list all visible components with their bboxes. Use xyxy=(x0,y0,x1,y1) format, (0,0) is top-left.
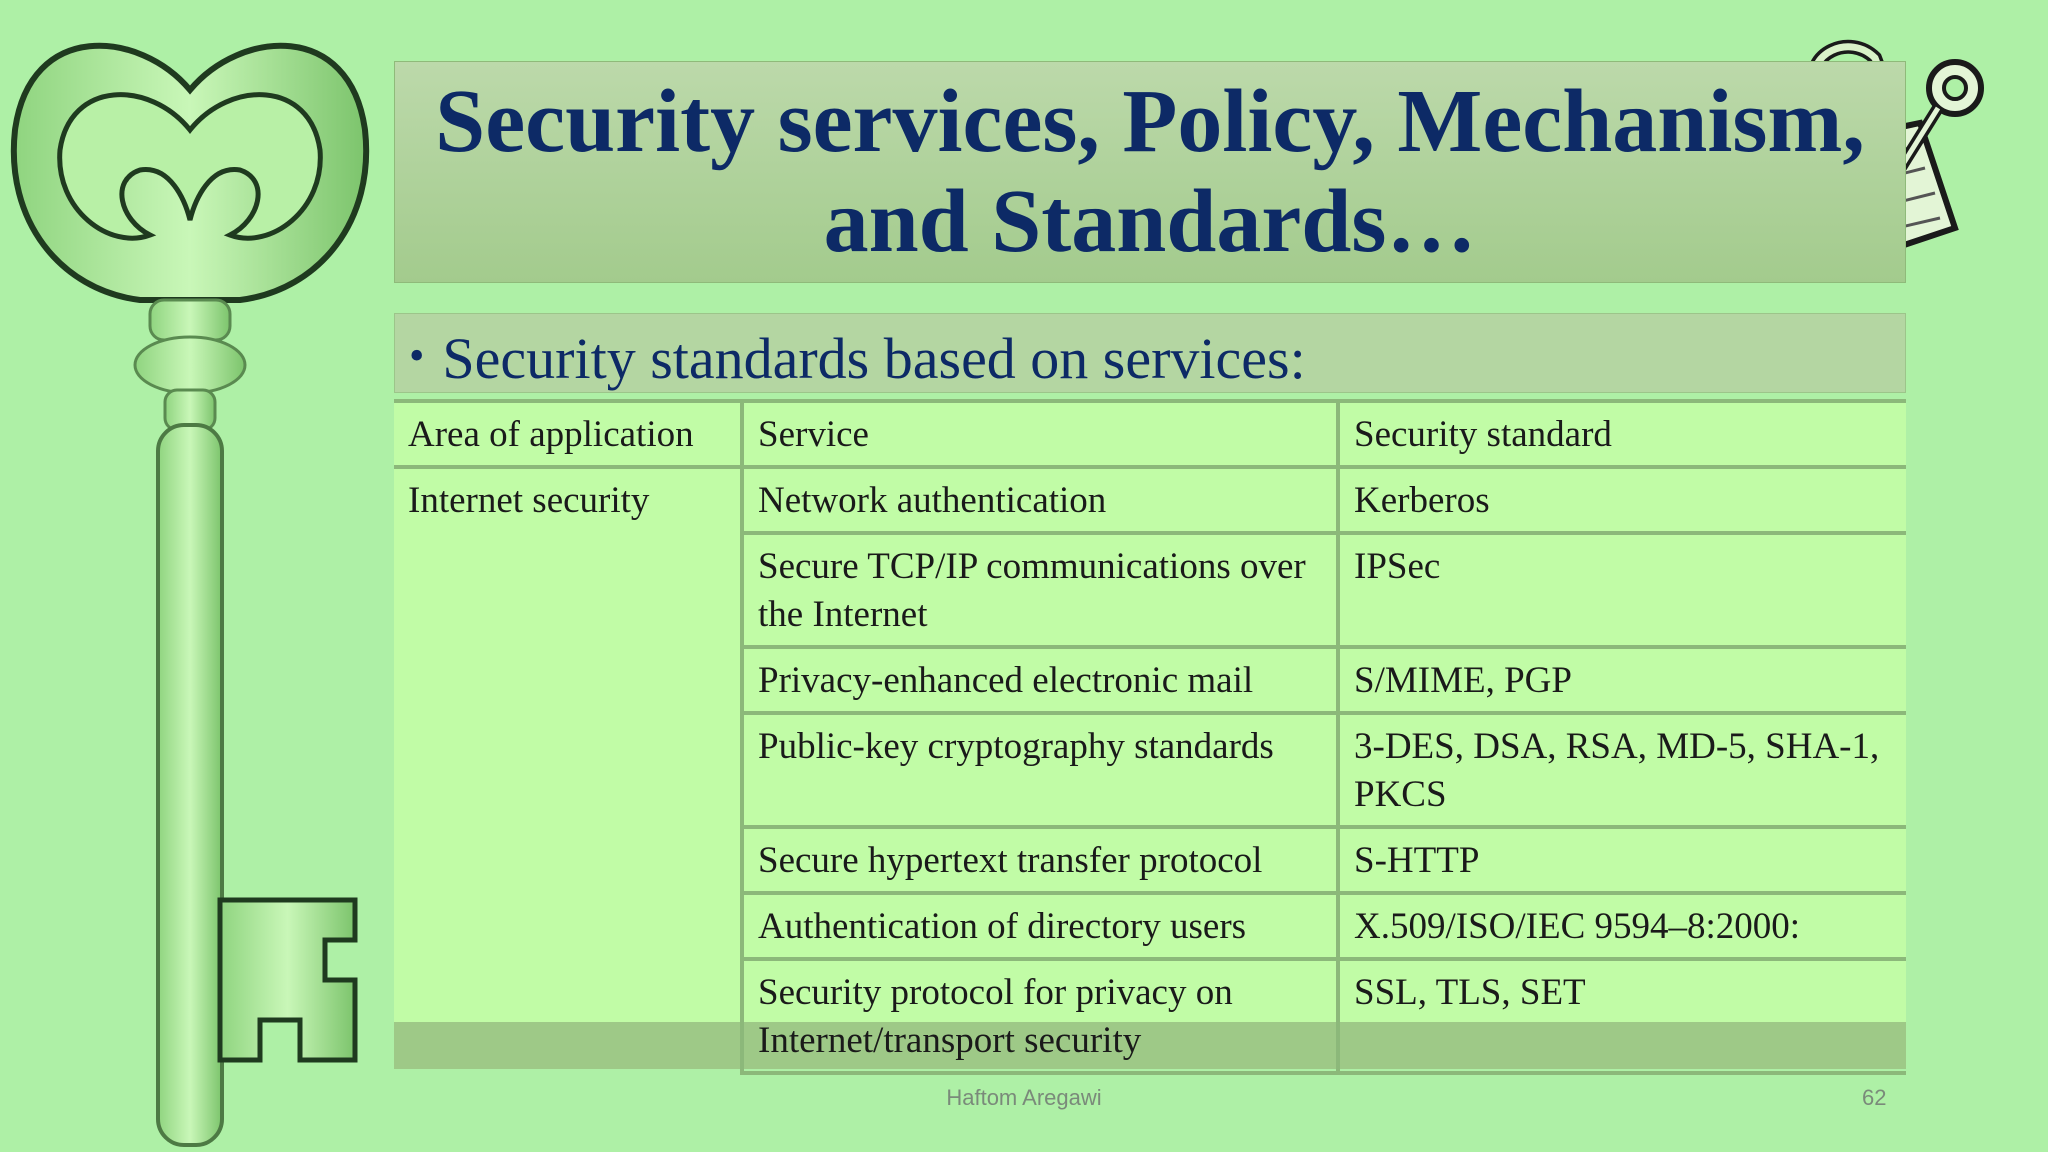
table-row xyxy=(394,467,1906,533)
title-banner xyxy=(394,61,1906,283)
standard-cell: 3-DES, DSA, RSA, MD-5, SHA-1, PKCS xyxy=(1338,713,1906,827)
page-number: 62 xyxy=(1862,1085,1887,1110)
header-service: Service xyxy=(742,401,1338,467)
standard-cell: X.509/ISO/IEC 9594–8:2000: xyxy=(1338,893,1906,959)
bullet-text: Security standards based on services: xyxy=(442,326,1306,391)
header-area: Area of application xyxy=(394,401,742,467)
standard-cell: IPSec xyxy=(1338,533,1906,647)
skeleton-key-icon xyxy=(0,20,380,1150)
header-standard: Security standard xyxy=(1338,401,1906,467)
service-cell: Authentication of directory users xyxy=(742,893,1338,959)
service-cell: Secure hypertext transfer protocol xyxy=(742,827,1338,893)
bullet-symbol: • xyxy=(409,331,425,380)
service-cell: Secure TCP/IP communications over the Internet xyxy=(742,533,1338,647)
table-header-row xyxy=(394,401,1906,467)
standard-cell: S-HTTP xyxy=(1338,827,1906,893)
service-cell: Security protocol for privacy on Internet/transport security xyxy=(742,959,1338,1073)
bullet-item xyxy=(409,326,1306,389)
footer-author: Haftom Aregawi xyxy=(946,1085,1102,1110)
service-cell: Network authentication xyxy=(742,467,1338,533)
slide-title: Security services, Policy, Mechanism, and Standards… xyxy=(435,72,1865,271)
standard-cell: S/MIME, PGP xyxy=(1338,647,1906,713)
standard-cell: SSL, TLS, SET xyxy=(1338,959,1906,1073)
service-cell: Public-key cryptography standards xyxy=(742,713,1338,827)
standard-cell: Kerberos xyxy=(1338,467,1906,533)
service-cell: Privacy-enhanced electronic mail xyxy=(742,647,1338,713)
bullet-banner xyxy=(394,313,1906,393)
standards-table xyxy=(394,399,1906,1075)
area-cell: Internet security xyxy=(394,467,742,1073)
